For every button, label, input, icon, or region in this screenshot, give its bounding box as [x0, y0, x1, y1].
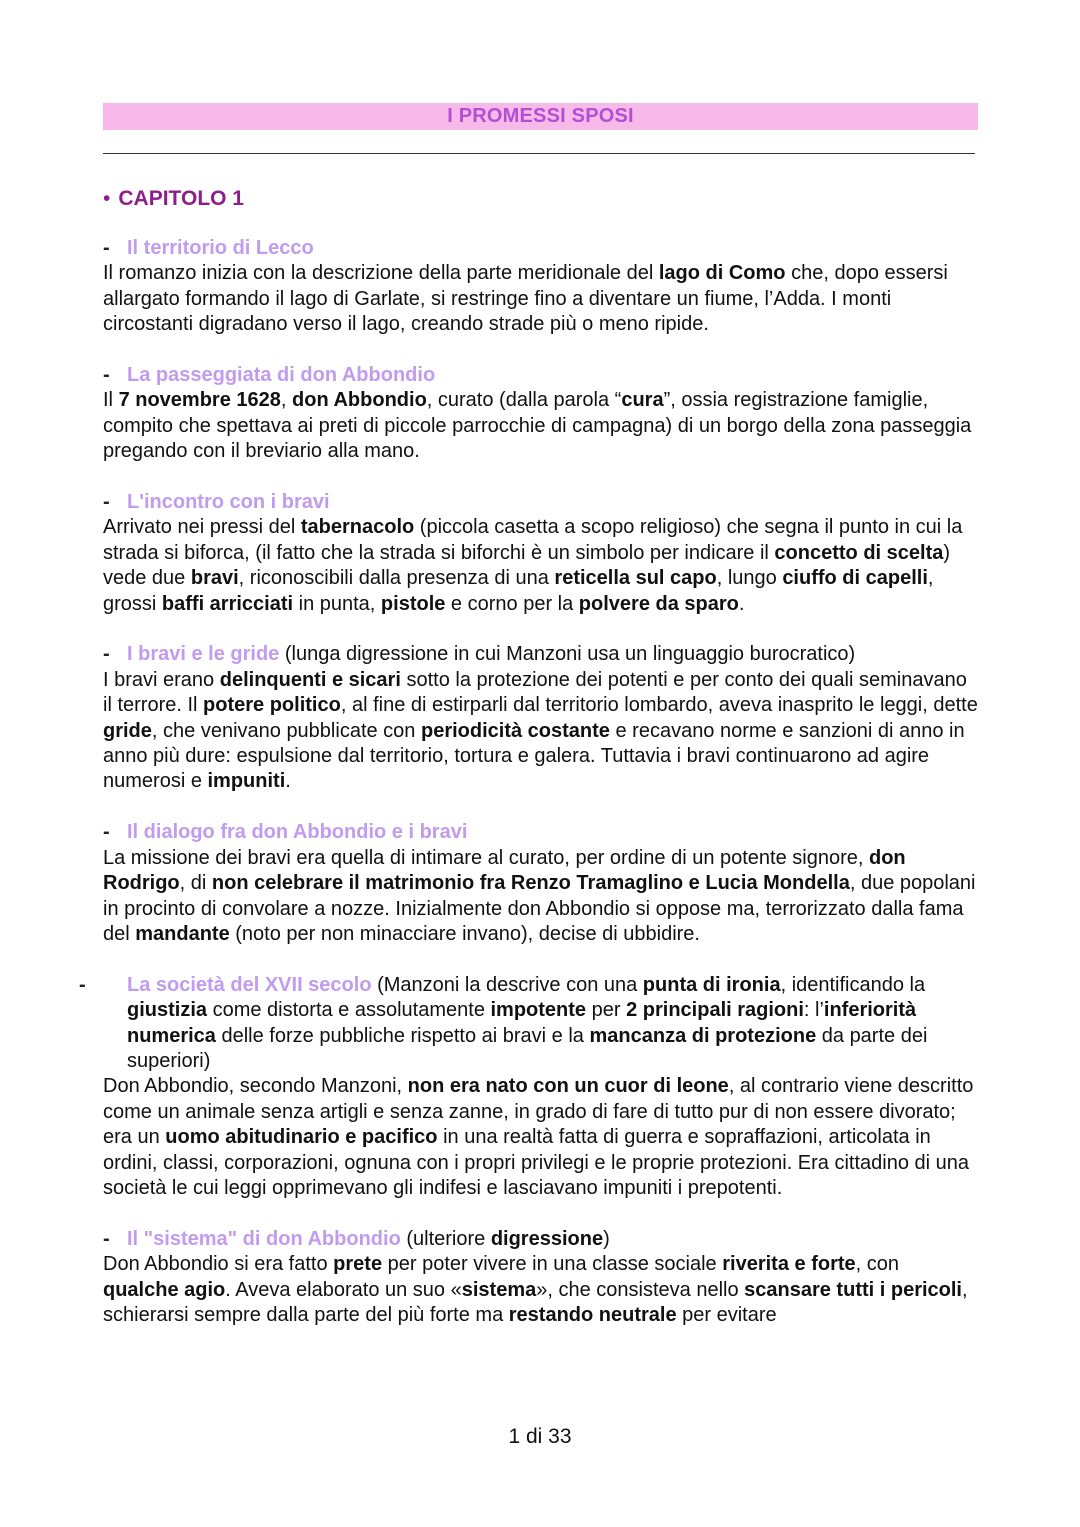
text-run: sotto la protezione dei potenti e per conto dei quali seminavano il terrore. Il — [103, 668, 967, 717]
text-run: : l’ — [803, 999, 824, 1022]
section-heading — [103, 642, 979, 667]
dash-bullet-icon: - — [103, 643, 110, 666]
bold-text: potere politico — [203, 694, 341, 717]
section — [103, 236, 979, 338]
bold-text: sistema — [461, 1278, 537, 1301]
bold-text: impotente — [490, 999, 587, 1022]
section — [103, 642, 979, 794]
text-run: per evitare — [676, 1303, 777, 1326]
bold-text: bravi — [190, 567, 239, 590]
bold-text: giustizia — [127, 999, 208, 1022]
bold-text: polvere da sparo — [578, 592, 739, 615]
section-body — [103, 668, 979, 795]
document-title: I PROMESSI SPOSI — [103, 103, 978, 130]
bold-text: tabernacolo — [300, 516, 415, 539]
page-number: 1 di 33 — [508, 1425, 572, 1448]
text-run: Arrivato nei pressi del — [103, 516, 301, 539]
bold-text: delinquenti e sicari — [219, 668, 401, 691]
text-run: , riconoscibili dalla presenza di una — [238, 567, 555, 590]
bold-text: qualche agio — [103, 1278, 226, 1301]
text-run: , che venivano pubblicate con — [151, 719, 421, 742]
section-heading — [103, 490, 979, 515]
text-run: (ulteriore — [400, 1227, 491, 1250]
text-run: e recavano norme e sanzioni di anno in anno più dure: espulsione dal territorio, tortura e galera. Tuttavia i bravi continuarono ad agire numerosi e — [103, 719, 965, 793]
section-heading — [103, 1227, 979, 1252]
section-title-note: (lunga digressione in cui Manzoni usa un linguaggio burocratico) — [279, 643, 856, 666]
title-divider — [103, 153, 975, 154]
section-title: I bravi e le gride — [127, 643, 280, 666]
text-run: in punta, — [293, 592, 381, 615]
text-run: La missione dei bravi era quella di intimare al curato, per ordine di un potente signore, — [103, 846, 869, 869]
section — [103, 1227, 979, 1329]
text-run: , lungo — [716, 567, 783, 590]
bold-text: periodicità costante — [420, 719, 610, 742]
text-run: come distorta e assolutamente — [207, 999, 491, 1022]
section-title: La società del XVII secolo — [127, 973, 372, 996]
bold-text: ciuffo di capelli — [782, 567, 928, 590]
text-run: , con — [855, 1253, 899, 1276]
bold-text: non celebrare il matrimonio fra Renzo Tramaglino e Lucia Mondella — [211, 872, 850, 895]
dash-bullet-icon: - — [79, 973, 86, 996]
bold-text: don Abbondio — [292, 389, 427, 412]
section-body — [103, 1252, 979, 1328]
bold-text: reticella sul capo — [554, 567, 717, 590]
bold-text: scansare tutti i pericoli — [744, 1278, 962, 1301]
text-run: Don Abbondio si era fatto — [103, 1253, 334, 1276]
section-title: Il territorio di Lecco — [127, 237, 314, 259]
bullet-icon: • — [103, 187, 111, 210]
section-heading — [103, 363, 979, 388]
bold-text: digressione — [490, 1227, 604, 1250]
text-run: Don Abbondio, secondo Manzoni, — [103, 1075, 408, 1098]
text-run: . Aveva elaborato un suo « — [225, 1278, 462, 1301]
section-heading — [103, 236, 979, 261]
chapter-heading — [103, 185, 244, 212]
bold-text: don Rodrigo — [103, 846, 906, 895]
bold-text: cura — [621, 389, 664, 412]
bold-text: impuniti — [207, 770, 286, 793]
chapter-label: CAPITOLO 1 — [118, 187, 244, 210]
section — [103, 490, 979, 617]
text-run: per — [586, 999, 627, 1022]
bold-text: riverita e forte — [722, 1253, 856, 1276]
text-run: I bravi erano — [103, 668, 220, 691]
text-run: in una realtà fatta di guerra e sopraffazioni, articolata in ordini, classi, corporazioni, ognuna con i propri privilegi e le proprie protezioni. Era cittadino di una società le cui leggi opprimevano gli indifesi e lasciavano impuniti i prepotenti. — [103, 1126, 970, 1199]
dash-bullet-icon: - — [103, 237, 110, 259]
section-body — [103, 846, 979, 948]
bold-text: mandante — [135, 922, 230, 945]
dash-bullet-icon: - — [103, 821, 110, 844]
section — [79, 973, 979, 1202]
text-run: per poter vivere in una classe sociale — [382, 1253, 723, 1276]
text-run: , due popolani in procinto di convolare a nozze. Inizialmente don Abbondio si oppose ma, terrorizzato dalla fama del — [103, 872, 976, 945]
dash-bullet-icon: - — [103, 1227, 110, 1250]
bold-text: 2 principali ragioni — [626, 999, 804, 1022]
text-run: che, dopo essersi allargato formando il lago di Garlate, si restringe fino a diventare un fiume, l’Adda. I monti circostanti digradano verso il lago, creando strade più o meno ripide. — [103, 262, 948, 336]
text-run: ) — [603, 1227, 610, 1250]
section-heading — [103, 820, 979, 845]
bold-text: 7 novembre 1628 — [118, 389, 281, 412]
section-body — [103, 261, 979, 337]
bold-text: lago di Como — [658, 262, 786, 285]
bold-text: gride — [103, 719, 152, 742]
section-title: Il "sistema" di don Abbondio — [127, 1227, 401, 1250]
text-run: (noto per non minacciare invano), decise di ubbidire. — [229, 922, 700, 945]
text-run: Il — [103, 389, 119, 412]
text-run: Il romanzo inizia con la descrizione della parte meridionale del — [103, 262, 659, 285]
text-run: e corno per la — [445, 592, 579, 615]
section-body — [103, 388, 979, 464]
text-run: , al fine di estirparli dal territorio lombardo, aveva inasprito le leggi, dette — [340, 694, 978, 717]
text-run: delle forze pubbliche rispetto ai bravi e la — [215, 1024, 590, 1047]
section — [103, 363, 979, 465]
text-run: », che consisteva nello — [536, 1278, 745, 1301]
text-run: da parte dei superiori) — [127, 1024, 928, 1072]
text-run: ) vede due — [103, 541, 951, 590]
section-body — [103, 515, 979, 617]
bold-text: prete — [333, 1253, 383, 1276]
bold-text: restando neutrale — [508, 1303, 677, 1326]
text-run: . — [285, 770, 291, 793]
bold-text: baffi arricciati — [161, 592, 294, 615]
document-body — [79, 236, 979, 1354]
dash-bullet-icon: - — [103, 364, 110, 387]
section-body — [103, 1074, 979, 1201]
bold-text: punta di ironia — [642, 973, 781, 996]
text-run: (piccola casetta a scopo religioso) che segna il punto in cui la strada si biforca, (il fatto che la strada si biforchi è un simbolo per indicare il — [103, 516, 963, 564]
bold-text: concetto di scelta — [774, 541, 944, 564]
text-run: ”, ossia registrazione famiglie, compito che spettava ai preti di piccole parrocchie di campagna) di un borgo della zona passeggia pregando con il breviario alla mano. — [103, 389, 972, 463]
section-heading — [79, 973, 979, 1075]
text-run: (Manzoni la descrive con una — [371, 973, 643, 996]
dash-bullet-icon: - — [103, 491, 110, 514]
bold-text: pistole — [380, 592, 446, 615]
text-run: , identificando la — [780, 973, 926, 996]
text-run: , schierarsi sempre dalla parte del più forte ma — [103, 1278, 968, 1326]
text-run: , — [280, 389, 293, 412]
bold-text: non era nato con un cuor di leone — [407, 1075, 729, 1098]
text-run: , grossi — [103, 567, 934, 615]
section-title: Il dialogo fra don Abbondio e i bravi — [127, 821, 468, 844]
text-run: , di — [179, 872, 212, 895]
text-run: , al contrario viene descritto come un animale senza artigli e senza zanne, in grado di fare di tutto pur di non essere divorato; era un — [103, 1075, 974, 1149]
section — [103, 820, 979, 947]
bold-text: uomo abitudinario e pacifico — [165, 1126, 438, 1149]
text-run: , curato (dalla parola “ — [426, 389, 622, 412]
text-run: . — [738, 592, 745, 615]
section-title: L'incontro con i bravi — [127, 491, 330, 514]
bold-text: inferiorità numerica — [127, 999, 917, 1047]
section-title: La passeggiata di don Abbondio — [127, 364, 436, 387]
bold-text: mancanza di protezione — [589, 1024, 817, 1047]
